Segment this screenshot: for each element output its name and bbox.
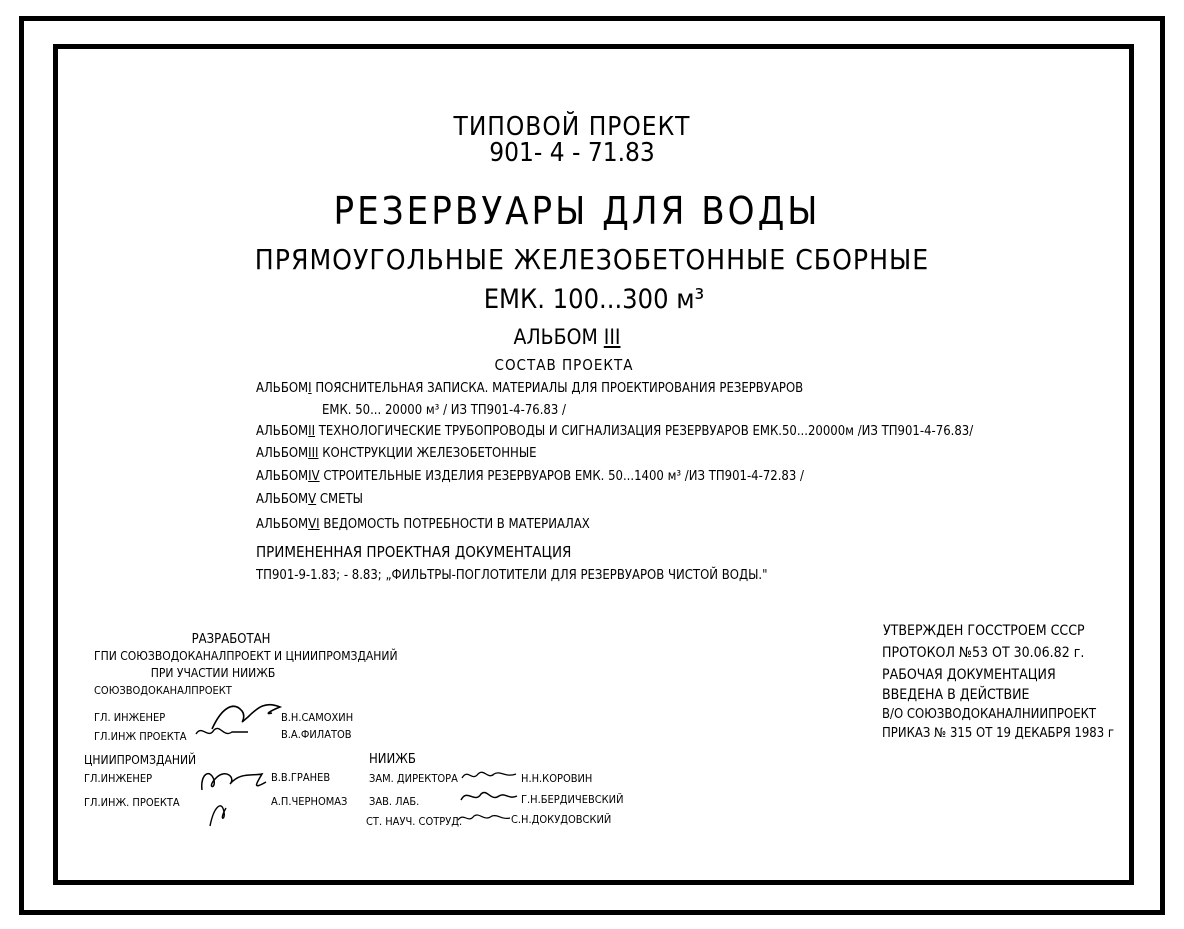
person-name: А.П.ЧЕРНОМАЗ (271, 795, 348, 808)
person-name: Г.Н.БЕРДИЧЕВСКИЙ (521, 793, 624, 806)
org-name: СОЮЗВОДОКАНАЛПРОЕКТ (94, 684, 232, 697)
approval-line: УТВЕРЖДЕН ГОССТРОЕМ СССР (883, 623, 1085, 639)
developer-line: ГПИ СОЮЗВОДОКАНАЛПРОЕКТ И ЦНИИПРОМЗДАНИЙ (94, 649, 398, 663)
album-prefix: АЛЬБОМ (256, 469, 309, 484)
org-name: НИИЖБ (369, 752, 416, 767)
signature-dokudovsky (454, 810, 512, 826)
album-prefix: АЛЬБОМ (256, 381, 309, 396)
project-type-heading: ТИПОВОЙ ПРОЕКТ (453, 112, 691, 142)
approval-line: ПРИКАЗ № 315 ОТ 19 ДЕКАБРЯ 1983 г (882, 726, 1115, 741)
approval-line: В/О СОЮЗВОДОКАНАЛНИИПРОЕКТ (882, 707, 1097, 722)
album-prefix: АЛЬБОМ (256, 517, 309, 532)
album-prefix: АЛЬБОМ (256, 492, 309, 507)
approval-line: ВВЕДЕНА В ДЕЙСТВИЕ (882, 687, 1030, 703)
album-num: V (308, 492, 317, 507)
album-num: IV (308, 469, 320, 484)
album-num: II (308, 424, 316, 439)
org-name: ЦНИИПРОМЗДАНИЙ (84, 753, 197, 767)
album-desc: ВЕДОМОСТЬ ПОТРЕБНОСТИ В МАТЕРИАЛАХ (323, 517, 590, 532)
contents-item (256, 493, 363, 506)
album-num: I (308, 381, 312, 396)
person-name: В.А.ФИЛАТОВ (281, 728, 352, 741)
album-prefix: АЛЬБОМ (256, 424, 309, 439)
album-number: III (603, 325, 621, 349)
document-subtitle: ПРЯМОУГОЛЬНЫЕ ЖЕЛЕЗОБЕТОННЫЕ СБОРНЫЕ (254, 243, 930, 276)
applied-docs-line: ТП901-9-1.83; - 8.83; „ФИЛЬТРЫ-ПОГЛОТИТЕЛИ ДЛЯ РЕЗЕРВУАРОВ ЧИСТОЙ ВОДЫ." (256, 568, 768, 583)
signature-korovin (458, 766, 520, 784)
album-prefix: АЛЬБОМ (256, 446, 309, 461)
developer-heading: РАЗРАБОТАН (191, 632, 271, 647)
capacity-line: ЕМК. 100...300 м³ (483, 284, 705, 315)
person-role: ГЛ.ИНЖ. ПРОЕКТА (84, 796, 180, 809)
developer-line: ПРИ УЧАСТИИ НИИЖБ (150, 666, 276, 680)
signature-granev (196, 760, 274, 830)
document-title: РЕЗЕРВУАРЫ ДЛЯ ВОДЫ (333, 189, 821, 233)
contents-item (256, 425, 973, 438)
signature-filatov (192, 722, 252, 742)
album-desc: ПОЯСНИТЕЛЬНАЯ ЗАПИСКА. МАТЕРИАЛЫ ДЛЯ ПРОЕКТИРОВАНИЯ РЕЗЕРВУАРОВ (315, 381, 804, 396)
person-role: ГЛ.ИНЖ ПРОЕКТА (94, 730, 187, 743)
person-role: ГЛ. ИНЖЕНЕР (94, 711, 166, 724)
person-name: В.В.ГРАНЕВ (271, 771, 331, 784)
inner-border (53, 44, 1134, 885)
album-desc: СМЕТЫ (319, 492, 363, 507)
contents-item (256, 447, 537, 460)
contents-item (256, 518, 590, 531)
person-role: ГЛ.ИНЖЕНЕР (84, 772, 153, 785)
album-label: АЛЬБОМ (513, 325, 598, 349)
person-name: В.Н.САМОХИН (281, 711, 354, 724)
approval-line: РАБОЧАЯ ДОКУМЕНТАЦИЯ (882, 667, 1056, 683)
contents-item (256, 382, 803, 395)
album-desc: КОНСТРУКЦИИ ЖЕЛЕЗОБЕТОННЫЕ (322, 446, 537, 461)
person-name: С.Н.ДОКУДОВСКИЙ (511, 813, 612, 826)
album-num: VI (308, 517, 320, 532)
album-desc: СТРОИТЕЛЬНЫЕ ИЗДЕЛИЯ РЕЗЕРВУАРОВ ЕМК. 50...1400 м³ /ИЗ ТП901-4-72.83 / (323, 469, 804, 484)
person-name: Н.Н.КОРОВИН (521, 772, 593, 785)
album-desc: ТЕХНОЛОГИЧЕСКИЕ ТРУБОПРОВОДЫ И СИГНАЛИЗАЦИЯ РЕЗЕРВУАРОВ ЕМК.50...20000м /ИЗ ТП901-4-76.83/ (318, 424, 974, 439)
signature-berdichevsky (457, 786, 519, 808)
person-role: ЗАМ. ДИРЕКТОРА (369, 772, 458, 785)
contents-item (322, 404, 566, 417)
album-num: III (308, 446, 319, 461)
album-desc: ЕМК. 50... 20000 м³ / ИЗ ТП901-4-76.83 / (322, 403, 566, 418)
applied-docs-heading: ПРИМЕНЕННАЯ ПРОЕКТНАЯ ДОКУМЕНТАЦИЯ (256, 543, 572, 561)
approval-line: ПРОТОКОЛ №53 ОТ 30.06.82 г. (882, 645, 1085, 661)
project-number: 901- 4 - 71.83 (489, 138, 655, 168)
person-role: ЗАВ. ЛАБ. (369, 795, 420, 808)
person-role: СТ. НАУЧ. СОТРУД. (366, 815, 463, 828)
album-heading (514, 327, 621, 348)
contents-heading: СОСТАВ ПРОЕКТА (494, 356, 634, 374)
contents-item (256, 470, 804, 483)
